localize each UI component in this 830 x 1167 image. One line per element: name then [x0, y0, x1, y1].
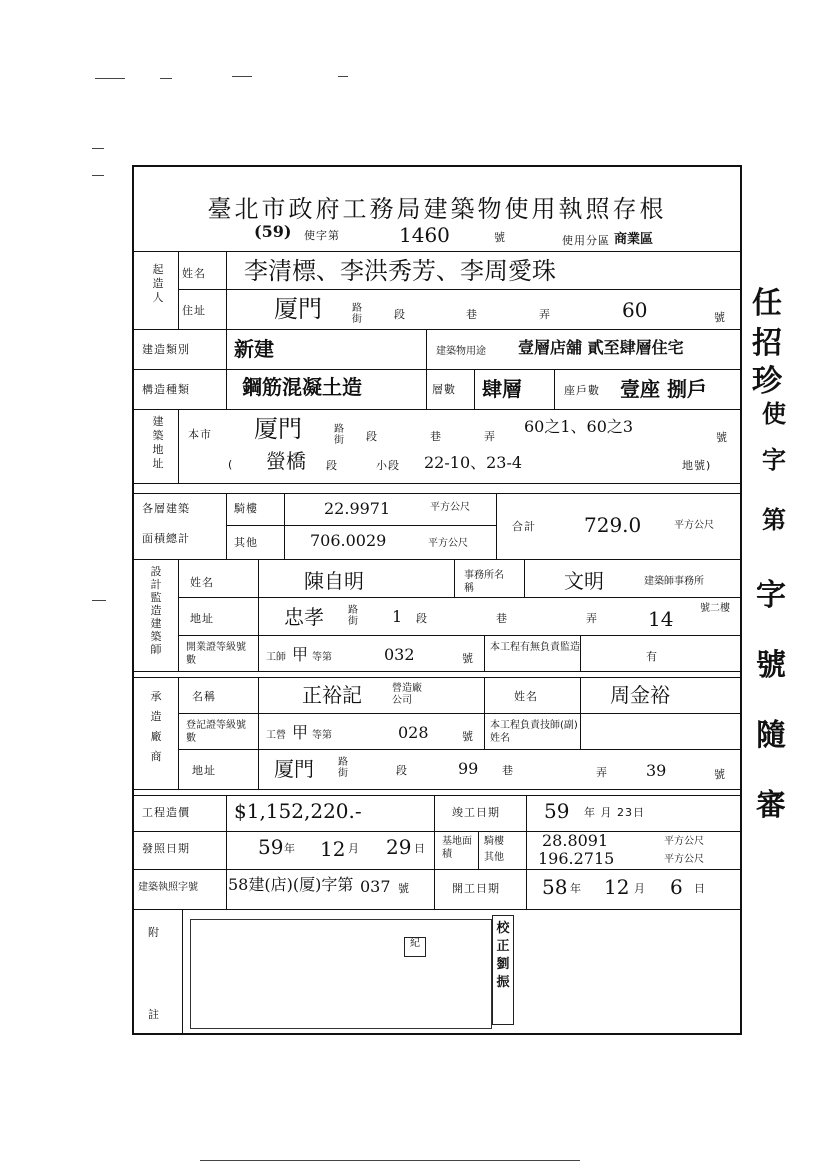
- issue-day-unit: 日: [414, 842, 426, 855]
- start-label: 開工日期: [452, 882, 500, 895]
- site-nums: 60之1、60之3: [524, 417, 634, 436]
- builder-addr-street: 厦門: [274, 295, 322, 323]
- contractor-person-value: 周金裕: [610, 683, 670, 707]
- site-road: 路街: [334, 424, 344, 446]
- area-total-unit: 平方公尺: [674, 520, 714, 531]
- site-xiang: 巷: [430, 430, 442, 443]
- builder-addr-hao: 號: [714, 311, 726, 324]
- margin-char-9: 隨: [756, 718, 786, 753]
- area-arcade-value: 22.9971: [324, 499, 391, 518]
- cost-label: 工程造價: [142, 806, 190, 819]
- permit-hao: 號: [494, 231, 506, 244]
- margin-char-1: 任: [752, 286, 782, 321]
- margin-char-6: 第: [762, 505, 786, 534]
- zone-value: 商業區: [614, 232, 654, 247]
- contractor-name-value: 正裕記: [302, 683, 362, 707]
- issue-year-unit: 年: [284, 842, 296, 855]
- area-arcade-unit: 平方公尺: [430, 502, 470, 513]
- start-month-unit: 月: [634, 882, 646, 895]
- builder-group-label: 起造人: [152, 263, 164, 304]
- margin-char-2: 招: [752, 326, 782, 361]
- site-nong: 弄: [484, 430, 496, 443]
- done-rest: 年 月 23日: [584, 806, 645, 819]
- contractor-addr-nong: 弄: [596, 766, 608, 779]
- contractor-addr-street: 厦門: [274, 757, 314, 781]
- start-day-unit: 日: [694, 882, 706, 895]
- base-area-label: 基地面積: [442, 836, 472, 860]
- builder-addr-nong: 弄: [539, 308, 551, 321]
- contractor-reg-hao: 號: [462, 730, 474, 743]
- builder-addr-label: 住址: [182, 304, 206, 317]
- margin-char-8: 號: [756, 648, 786, 683]
- contractor-reg-prefix: 工營: [266, 730, 286, 741]
- designer-addr-nong: 弄: [586, 612, 598, 625]
- base-other-label: 其他: [484, 852, 504, 863]
- base-arcade-value: 28.8091: [542, 831, 609, 850]
- contractor-addr-hao: 號: [714, 768, 726, 781]
- attached-document: [190, 919, 492, 1029]
- designer-addr-street: 忠孝: [284, 605, 324, 629]
- permit-char-label: 使字第: [304, 229, 340, 242]
- contractor-addr-label: 地址: [192, 764, 216, 777]
- base-other-value: 196.2715: [538, 849, 615, 868]
- contractor-group-label: 承造廠商: [150, 690, 162, 763]
- contractor-addr-num: 39: [646, 761, 667, 780]
- designer-supervise-label: 本工程有無負責監造: [490, 642, 580, 653]
- contractor-tech-label: 本工程負責技師(副)姓名: [490, 720, 578, 744]
- margin-char-4: 使: [762, 399, 786, 428]
- site-land-xiao: 小段: [376, 459, 400, 472]
- designer-addr-xiang: 巷: [496, 612, 508, 625]
- site-paren: (: [228, 458, 234, 471]
- area-arcade-label: 騎樓: [234, 502, 258, 515]
- designer-license-prefix: 工師: [266, 652, 286, 663]
- permit-row-value: 58建(店)(厦)字第: [228, 875, 354, 894]
- done-year: 59: [544, 799, 570, 823]
- area-label-top: 各層建築: [142, 502, 190, 515]
- contractor-reg-no: 028: [398, 723, 429, 742]
- base-arcade-label: 騎樓: [484, 836, 504, 847]
- contractor-person-label: 姓名: [514, 690, 538, 703]
- site-duan: 段: [366, 430, 378, 443]
- designer-addr-label: 地址: [190, 612, 214, 625]
- start-year: 58: [542, 875, 568, 899]
- permit-row-label: 建築執照字號: [138, 882, 198, 893]
- area-total-label: 合計: [512, 520, 536, 533]
- designer-office-suffix: 建築師事務所: [644, 576, 704, 587]
- area-other-value: 706.0029: [310, 531, 387, 550]
- units-value: 壹座 捌戶: [620, 377, 707, 401]
- designer-office-label: 事務所名稱: [464, 570, 504, 594]
- done-label: 竣工日期: [452, 806, 500, 819]
- issue-month: 12: [320, 837, 346, 861]
- designer-license-mid: 等第: [312, 652, 332, 663]
- designer-office-value: 文明: [564, 569, 604, 593]
- designer-addr-road: 路街: [348, 605, 358, 627]
- contractor-reg-mid: 等第: [312, 730, 332, 741]
- builder-addr-road: 路街: [352, 303, 362, 325]
- floors-value: 肆層: [482, 377, 522, 401]
- attachments-label-bottom: 註: [148, 1008, 160, 1021]
- floors-label: 層數: [432, 383, 456, 396]
- contractor-addr-road: 路街: [338, 757, 348, 779]
- site-land-section: 螢橋: [266, 449, 306, 473]
- builder-addr-duan: 段: [394, 308, 406, 321]
- site-land-duan: 段: [326, 459, 338, 472]
- designer-addr-duan: 段: [416, 612, 428, 625]
- contractor-name-label: 名稱: [192, 690, 216, 703]
- cost-value: $1,152,220.-: [234, 799, 362, 823]
- designer-addr-num: 14: [648, 607, 674, 631]
- designer-group-label: 設計監造建築師: [150, 565, 162, 656]
- zone-label: 使用分區: [562, 234, 610, 247]
- start-year-unit: 年: [570, 882, 582, 895]
- area-label-bottom: 面積總計: [142, 532, 190, 545]
- use-label: 建築物用途: [436, 346, 486, 357]
- page-title: 臺北市政府工務局建築物使用執照存根: [207, 195, 667, 223]
- attachments-label-top: 附: [148, 926, 160, 939]
- margin-char-7: 字: [756, 578, 786, 613]
- contractor-addr-duan: 段: [396, 764, 408, 777]
- designer-license-label: 開業證等級號數: [186, 642, 246, 666]
- issue-day: 29: [386, 835, 412, 859]
- builder-name-label: 姓名: [182, 267, 206, 280]
- permit-year: (59): [254, 222, 292, 241]
- issue-year: 59: [258, 835, 284, 859]
- designer-name-label: 姓名: [190, 576, 214, 589]
- margin-char-3: 珍: [752, 364, 782, 399]
- base-other-unit: 平方公尺: [664, 854, 704, 865]
- site-land-hao: 地號): [682, 459, 712, 472]
- units-label: 座戶數: [564, 384, 600, 397]
- contractor-addr-xiang: 巷: [502, 764, 514, 777]
- margin-char-10: 審: [756, 788, 786, 823]
- structure-label: 構造種類: [142, 383, 190, 396]
- site-group-label: 建築地址: [152, 415, 164, 470]
- site-street: 厦門: [254, 415, 302, 443]
- permit-number: 1460: [399, 223, 450, 247]
- site-land-nums: 22-10、23-4: [424, 453, 523, 472]
- designer-license-grade: 甲: [292, 645, 309, 664]
- designer-addr-duan-num: 1: [392, 607, 403, 626]
- designer-license-no: 032: [384, 645, 415, 664]
- builder-addr-num: 60: [622, 298, 648, 322]
- permit-row-number: 037: [360, 877, 391, 896]
- designer-license-hao: 號: [462, 652, 474, 665]
- area-other-unit: 平方公尺: [428, 538, 468, 549]
- seal-stamp: 紀: [404, 937, 426, 957]
- issue-month-unit: 月: [348, 842, 360, 855]
- area-other-label: 其他: [234, 536, 258, 549]
- contractor-reg-grade: 甲: [292, 723, 309, 742]
- site-hao: 號: [716, 431, 728, 444]
- permit-record-sheet: [132, 165, 742, 1035]
- check-stamp: 校正劉振: [492, 915, 514, 1025]
- issue-label: 發照日期: [142, 842, 190, 855]
- contractor-reg-label: 登記證等級號數: [186, 720, 246, 744]
- structure-value: 鋼筋混凝土造: [242, 375, 362, 399]
- use-value: 壹層店舖 貳至肆層住宅: [518, 338, 684, 357]
- contractor-addr-xiang-num: 99: [458, 759, 479, 778]
- designer-supervise-value: 有: [646, 650, 658, 663]
- type-label: 建造類別: [142, 343, 190, 356]
- site-city: 本市: [188, 428, 212, 441]
- builder-addr-xiang: 巷: [466, 308, 478, 321]
- type-value: 新建: [234, 337, 274, 361]
- permit-row-suffix: 號: [398, 882, 410, 895]
- start-day: 6: [670, 875, 683, 899]
- margin-char-5: 字: [762, 445, 786, 474]
- contractor-name-suffix: 營造廠公司: [392, 683, 422, 706]
- area-total-value: 729.0: [584, 513, 642, 537]
- base-arcade-unit: 平方公尺: [664, 836, 704, 847]
- designer-name-value: 陳自明: [304, 569, 364, 593]
- builder-names: 李清標、李洪秀芳、李周愛珠: [244, 257, 556, 285]
- designer-addr-suffix: 號二樓: [700, 603, 730, 614]
- start-month: 12: [604, 875, 630, 899]
